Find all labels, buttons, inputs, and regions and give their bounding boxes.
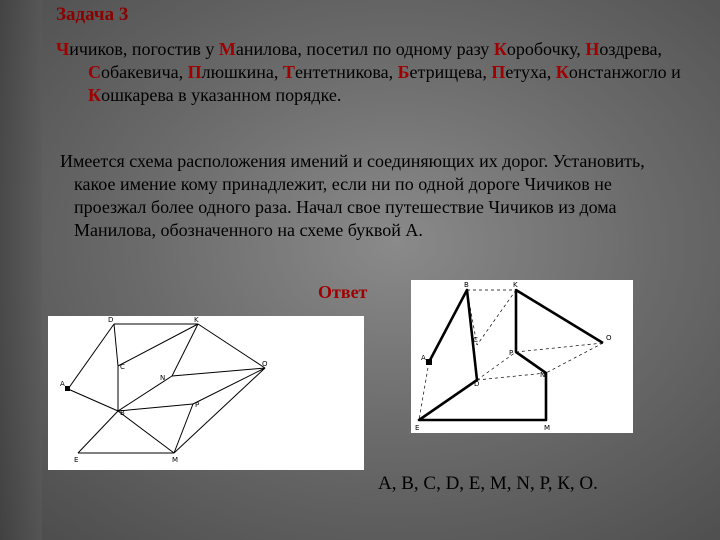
name-initial-highlight: Н: [585, 39, 600, 59]
answer-label: Ответ: [318, 282, 368, 302]
task-paragraph-2-text: Имеется схема расположения имений и соединяющих их дорог. Установить, какое имение кому принадлежит, если ни по одной дороге Чичиков не проезжал более одного раза. Начал свое путешествие Чичиков из дома Манилова, обозначенного на схеме буквой А.: [60, 151, 645, 240]
paragraph-text-segment: етуха,: [505, 62, 556, 82]
name-initial-highlight: К: [493, 39, 507, 59]
scheme1-node-E: E: [74, 456, 79, 464]
scheme1-node-M: M: [172, 456, 179, 464]
scheme2-node-E: E: [415, 424, 420, 432]
name-initial-highlight: Т: [282, 62, 295, 82]
paragraph-text-segment: обакевича,: [101, 62, 188, 82]
scheme1-node-D: D: [108, 316, 114, 324]
road-scheme: [48, 316, 364, 470]
task-paragraph-1-text: [56, 39, 681, 105]
name-initial-highlight: П: [187, 62, 202, 82]
task-title: Задача 3: [56, 4, 129, 25]
road-scheme-svg: [48, 316, 364, 470]
scheme2-node-K: K: [513, 281, 518, 289]
task-paragraph-2: [56, 150, 674, 242]
name-initial-highlight: К: [88, 85, 102, 105]
paragraph-text-segment: ичиков, погостив у: [69, 39, 219, 59]
route-scheme-svg: [411, 280, 633, 433]
scheme2-node-M: M: [544, 424, 551, 432]
task-paragraph-1: [56, 38, 688, 107]
answer-text: А, В, С, D, Е, М, N, Р, К, О.: [378, 473, 598, 494]
scheme2-node-D: D: [474, 380, 480, 388]
scheme2-node-O: O: [606, 334, 612, 342]
scheme2-node-C: C: [473, 336, 478, 344]
paragraph-text-segment: анилова, посетил по одному разу: [235, 39, 494, 59]
scheme1-node-B: B: [120, 409, 125, 417]
scheme1-node-O: O: [262, 360, 268, 368]
slide-left-shade: [0, 0, 42, 540]
paragraph-text-segment: етрищева,: [409, 62, 492, 82]
scheme1-node-K: K: [194, 316, 199, 324]
scheme1-node-C: C: [120, 363, 125, 371]
scheme1-node-A: A: [60, 380, 65, 388]
name-initial-highlight: Б: [397, 62, 410, 82]
name-initial-highlight: С: [88, 62, 101, 82]
scheme2-node-P: P: [509, 349, 514, 357]
scheme1-node-N: N: [160, 374, 166, 382]
name-initial-highlight: Ч: [56, 39, 70, 59]
paragraph-text-segment: оздрева,: [599, 39, 663, 59]
paragraph-text-segment: оробочку,: [506, 39, 586, 59]
scheme2-node-N: N: [540, 371, 546, 379]
route-scheme: [411, 280, 633, 433]
paragraph-text-segment: ошкарева в указанном порядке.: [101, 85, 342, 105]
name-initial-highlight: К: [555, 62, 569, 82]
scheme1-node-P: P: [195, 401, 200, 409]
name-initial-highlight: М: [218, 39, 236, 59]
paragraph-text-segment: ентетникова,: [294, 62, 398, 82]
scheme2-node-B: B: [464, 281, 469, 289]
paragraph-text-segment: онстанжогло и: [568, 62, 681, 82]
name-initial-highlight: П: [491, 62, 506, 82]
paragraph-text-segment: люшкина,: [201, 62, 283, 82]
scheme2-node-A: A: [421, 354, 426, 362]
